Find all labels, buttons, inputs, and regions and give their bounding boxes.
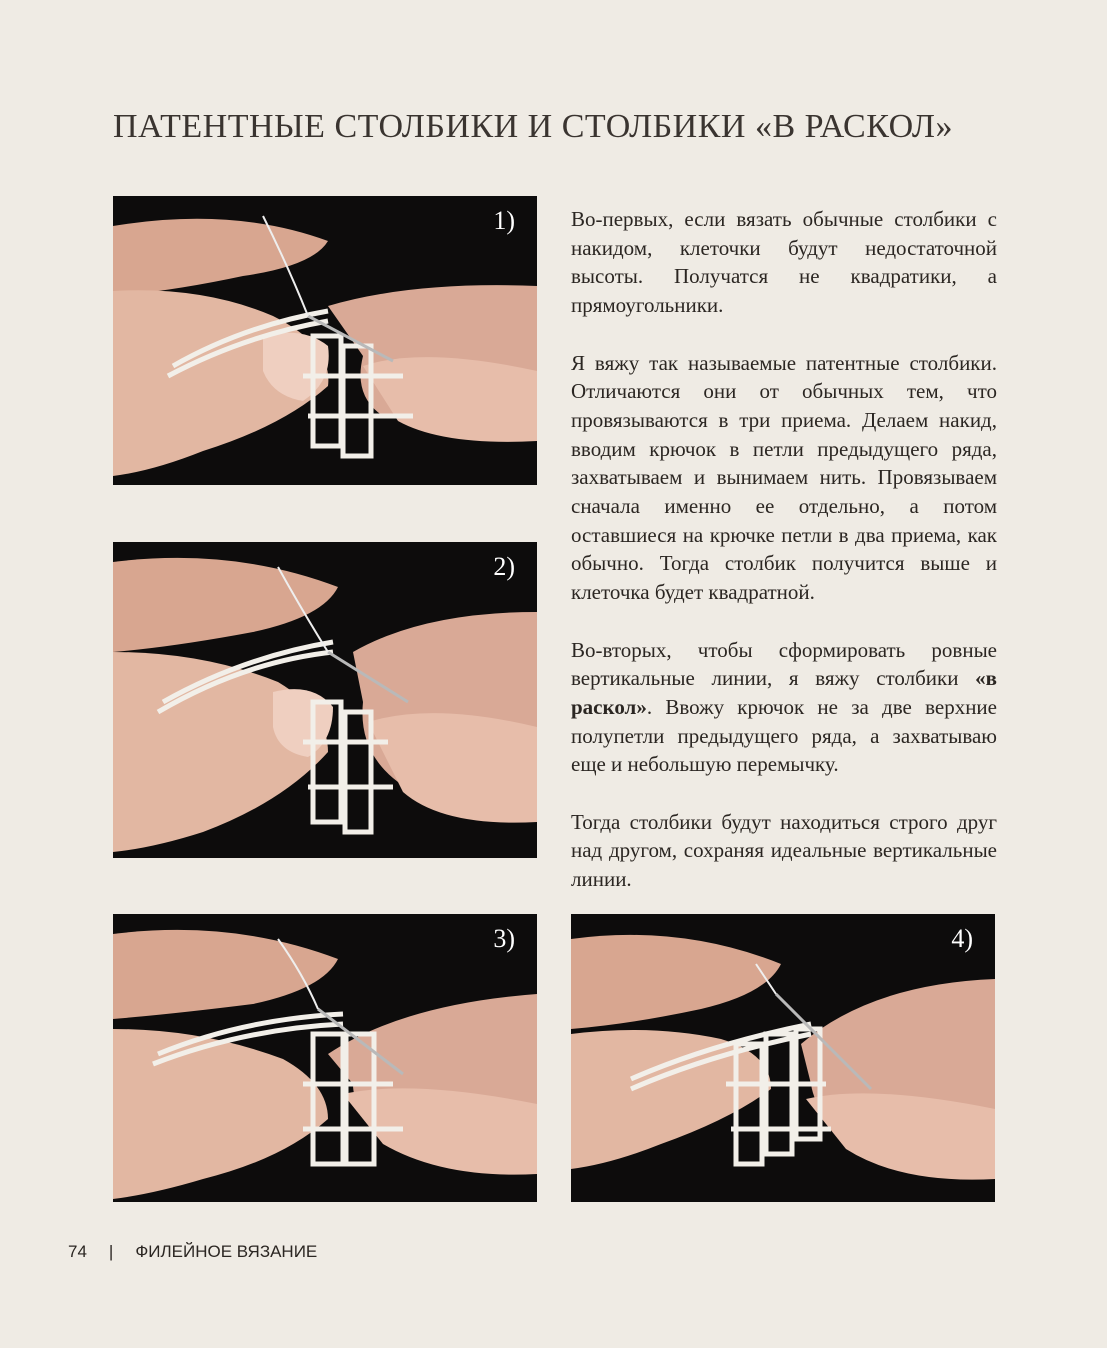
photo-step-3 [113,914,537,1202]
paragraph-1: Во-первых, если вязать обычные столбики с накидом, клеточки будут недостаточной высоты. Получатся не квадратики, а прямоугольники. [571,207,997,318]
photo-step-2 [113,542,537,858]
page-footer [68,1242,317,1262]
page-number: 74 [68,1242,87,1261]
paragraph-3-end: . Ввожу крючок не за две верхние полупетли предыдущего ряда, а захватываю еще и небольшую перемычку. [571,694,997,777]
photo-step-2-number: 2) [493,552,515,581]
paragraph-3-bold-term: «в раскол» [571,666,997,719]
photo-step-1 [113,196,537,485]
page-title: ПАТЕНТНЫЕ СТОЛБИКИ И СТОЛБИКИ «В РАСКОЛ» [113,108,953,145]
photo-step-3-number: 3) [493,924,515,953]
paragraph-3-start: Во-вторых, чтобы сформировать ровные вертикальные линии, я вяжу столбики [571,637,997,691]
footer-separator: | [108,1242,114,1261]
paragraph-2: Я вяжу так называемые патентные столбики. Отличаются они от обычных тем, что провязываются в три приема. Делаем накид, вводим крючок в петли предыдущего ряда, захватываем и вынимаем нить. Провязываем сначала именно ее отдельно, а потом оставшиеся на крючке петли в два приема, как обычно. Тогда столбик получится выше и клеточка будет квадратной. [571,350,997,605]
body-text [571,205,997,923]
paragraph-4: Тогда столбики будут находиться строго друг над другом, сохраняя идеальные вертикальные линии. [571,809,997,892]
paragraph-3 [571,636,997,780]
photo-step-4 [571,914,995,1202]
book-title: ФИЛЕЙНОЕ ВЯЗАНИЕ [135,1242,318,1261]
photo-step-4-number: 4) [951,924,973,953]
photo-step-1-number: 1) [493,206,515,235]
